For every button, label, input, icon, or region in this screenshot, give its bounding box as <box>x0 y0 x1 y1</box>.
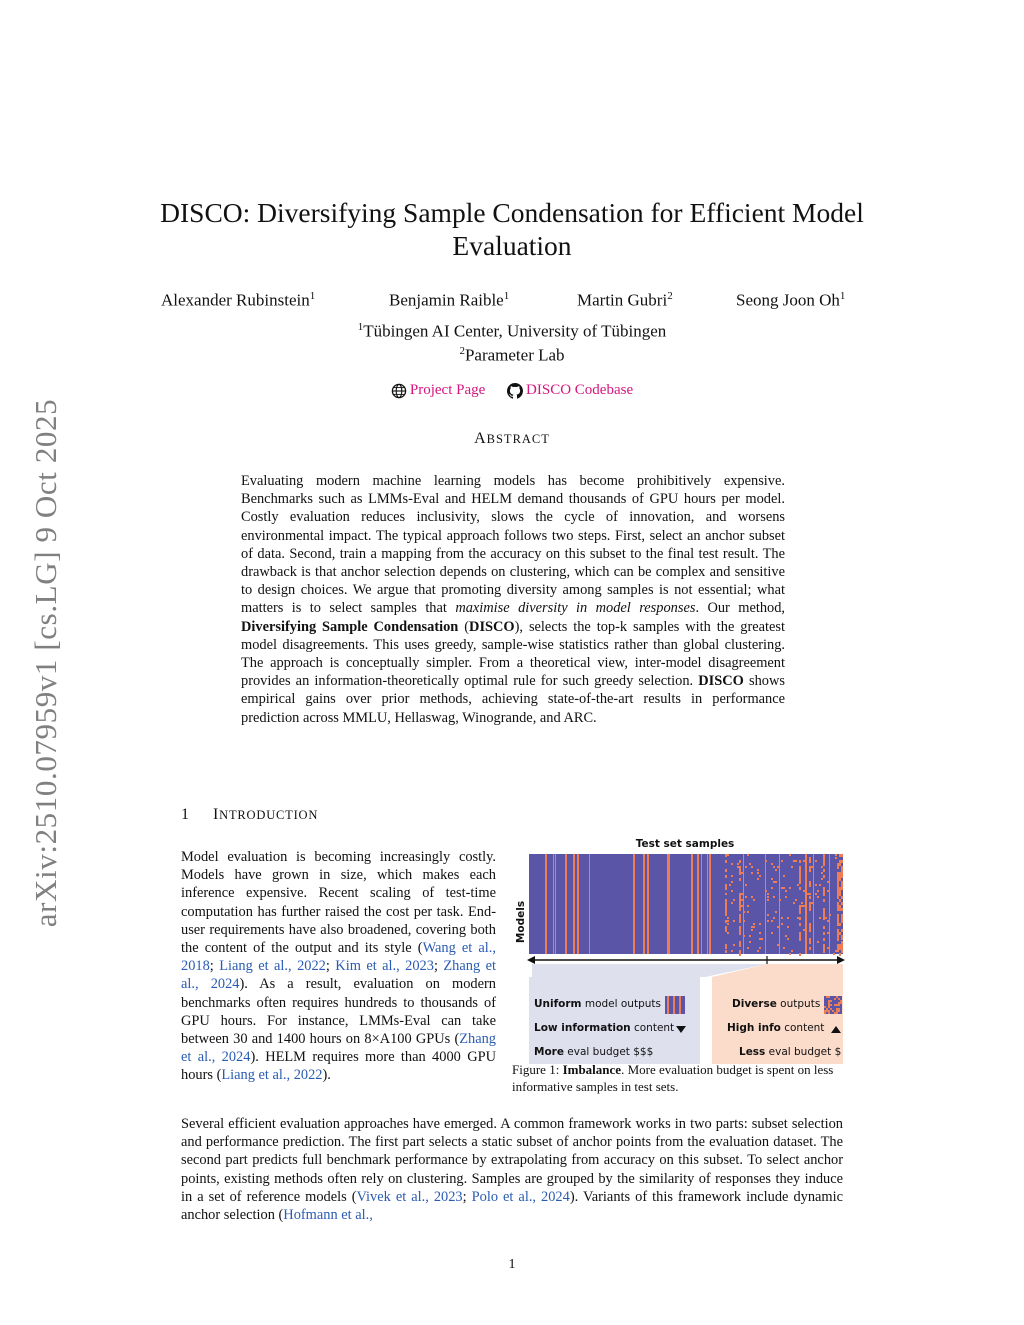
figure-caption: Figure 1: Imbalance. More evaluation budget is spent on less informative samples in test sets. <box>512 1062 834 1094</box>
page-number: 1 <box>508 1257 516 1272</box>
svg-text:Less eval budget $: Less eval budget $ <box>739 1046 842 1058</box>
section-heading: 1 INTRODUCTION <box>181 806 319 823</box>
author-1: Alexander Rubinstein$^1$ <box>161 290 316 310</box>
codebase-link[interactable]: DISCO Codebase <box>507 382 633 399</box>
svg-text:Diverse outputs: Diverse outputs <box>732 998 821 1010</box>
figure-title: Test set samples <box>635 838 735 850</box>
affiliation-2: $^2$Parameter Lab <box>459 345 565 365</box>
figure-1 <box>510 836 850 1096</box>
svg-text:Low information content: Low information content <box>534 1022 675 1034</box>
heatmap <box>529 854 843 956</box>
affiliation-1: $^1$Tübingen AI Center, University of Tübingen <box>357 321 667 341</box>
intro-paragraph: Model evaluation is becoming increasingly costly. Models have grown in size, which makes each inference expensive. Recent scaling of test-time computation has further raised the cost per task. End-user requirements have also broadened, covering both the content of the output and its style (Wang et al., 2018; Liang et al., 2022; Kim et al., 2023; Zhang et al., 2024). As a result, evaluation on modern benchmarks often requires hundreds to thousands of GPU hours. For instance, LMMs-Eval can take between 30 and 1400 hours on 8×A100 GPUs (Zhang et al., 2024). HELM requires more than 4000 GPU hours (Liang et al., 2022). <box>181 849 496 1084</box>
link-row <box>0 382 1024 404</box>
citation[interactable]: Polo et al., 2024 <box>471 1188 570 1205</box>
paper-title: DISCO: Diversifying Sample Condensation for Efficient Model Evaluation <box>160 197 864 261</box>
citation[interactable]: Kim et al., 2023 <box>335 958 434 975</box>
author-4: Seong Joon Oh$^1$ <box>736 290 846 310</box>
abstract-heading: ABSTRACT <box>474 430 550 447</box>
figure-graphic <box>510 850 850 1070</box>
citation[interactable]: Liang et al., 2022 <box>219 958 326 975</box>
project-page-link[interactable]: Project Page <box>391 382 485 399</box>
globe-icon <box>391 383 407 399</box>
citation[interactable]: Zhang et al., 2024 <box>181 958 496 993</box>
citation[interactable]: Hofmann et al., <box>283 1207 373 1224</box>
github-icon <box>507 383 523 399</box>
citation[interactable]: Wang et al., 2018 <box>181 940 496 975</box>
citation[interactable]: Zhang et al., 2024 <box>181 1031 496 1066</box>
citation[interactable]: Liang et al., 2022 <box>221 1067 323 1084</box>
body-paragraph: Several efficient evaluation approaches have emerged. A common framework works in two parts: subset selection and performance prediction. The first part selects a static subset of anchor points from the evaluation dataset. The second part predicts full benchmark performance by extrapolating from accuracy on this subset. To select anchor points, existing methods often rely on clustering. Samples are grouped by the similarity of responses they induce in a set of reference models (Vivek et al., 2023; Polo et al., 2024). Variants of this framework include dynamic anchor selection (Hofmann et al., <box>181 1116 843 1224</box>
author-2: Benjamin Raible$^1$ <box>389 290 510 310</box>
abstract-text: Evaluating modern machine learning models has become prohibitively expensive. Benchmarks such as LMMs-Eval and HELM demand thousands of GPU hours per model. Costly evaluation reduces inclusivity, slows the cycle of innovation, and worsens environmental impact. The typical approach follows two steps. First, select an anchor subset of data. Second, train a mapping from the accuracy on this subset to the final test result. The drawback is that anchor selection depends on clustering, which can be complex and sensitive to design choices. We argue that promoting diversity among samples is not essential; what matters is to select samples that maximise diversity in model responses. Our method, Diversifying Sample Condensation (DISCO), selects the top-k samples with the greatest model disagreements. This uses greedy, sample-wise statistics rather than global clustering. The approach is conceptually simpler. From a theoretical view, inter-model disagreement provides an information-theoretically optimal rule for such greedy selection. DISCO shows empirical gains over prior methods, achieving state-of-the-art results in performance prediction across MMLU, Hellaswag, Winogrande, and ARC. <box>241 473 786 726</box>
figure-ylabel: Models <box>515 900 527 944</box>
diverse-swatch <box>824 996 842 1014</box>
uniform-swatch <box>665 996 685 1014</box>
citation[interactable]: Vivek et al., 2023 <box>356 1188 463 1205</box>
svg-text:Uniform model outputs: Uniform model outputs <box>534 998 661 1010</box>
svg-text:High info content: High info content <box>727 1022 825 1034</box>
axis-arrow <box>527 956 845 964</box>
svg-text:More eval budget $$$: More eval budget $$$ <box>534 1046 654 1058</box>
arxiv-stamp: arXiv:2510.07959v1 [cs.LG] 9 Oct 2025 <box>28 398 63 928</box>
author-3: Martin Gubri$^2$ <box>577 290 673 310</box>
